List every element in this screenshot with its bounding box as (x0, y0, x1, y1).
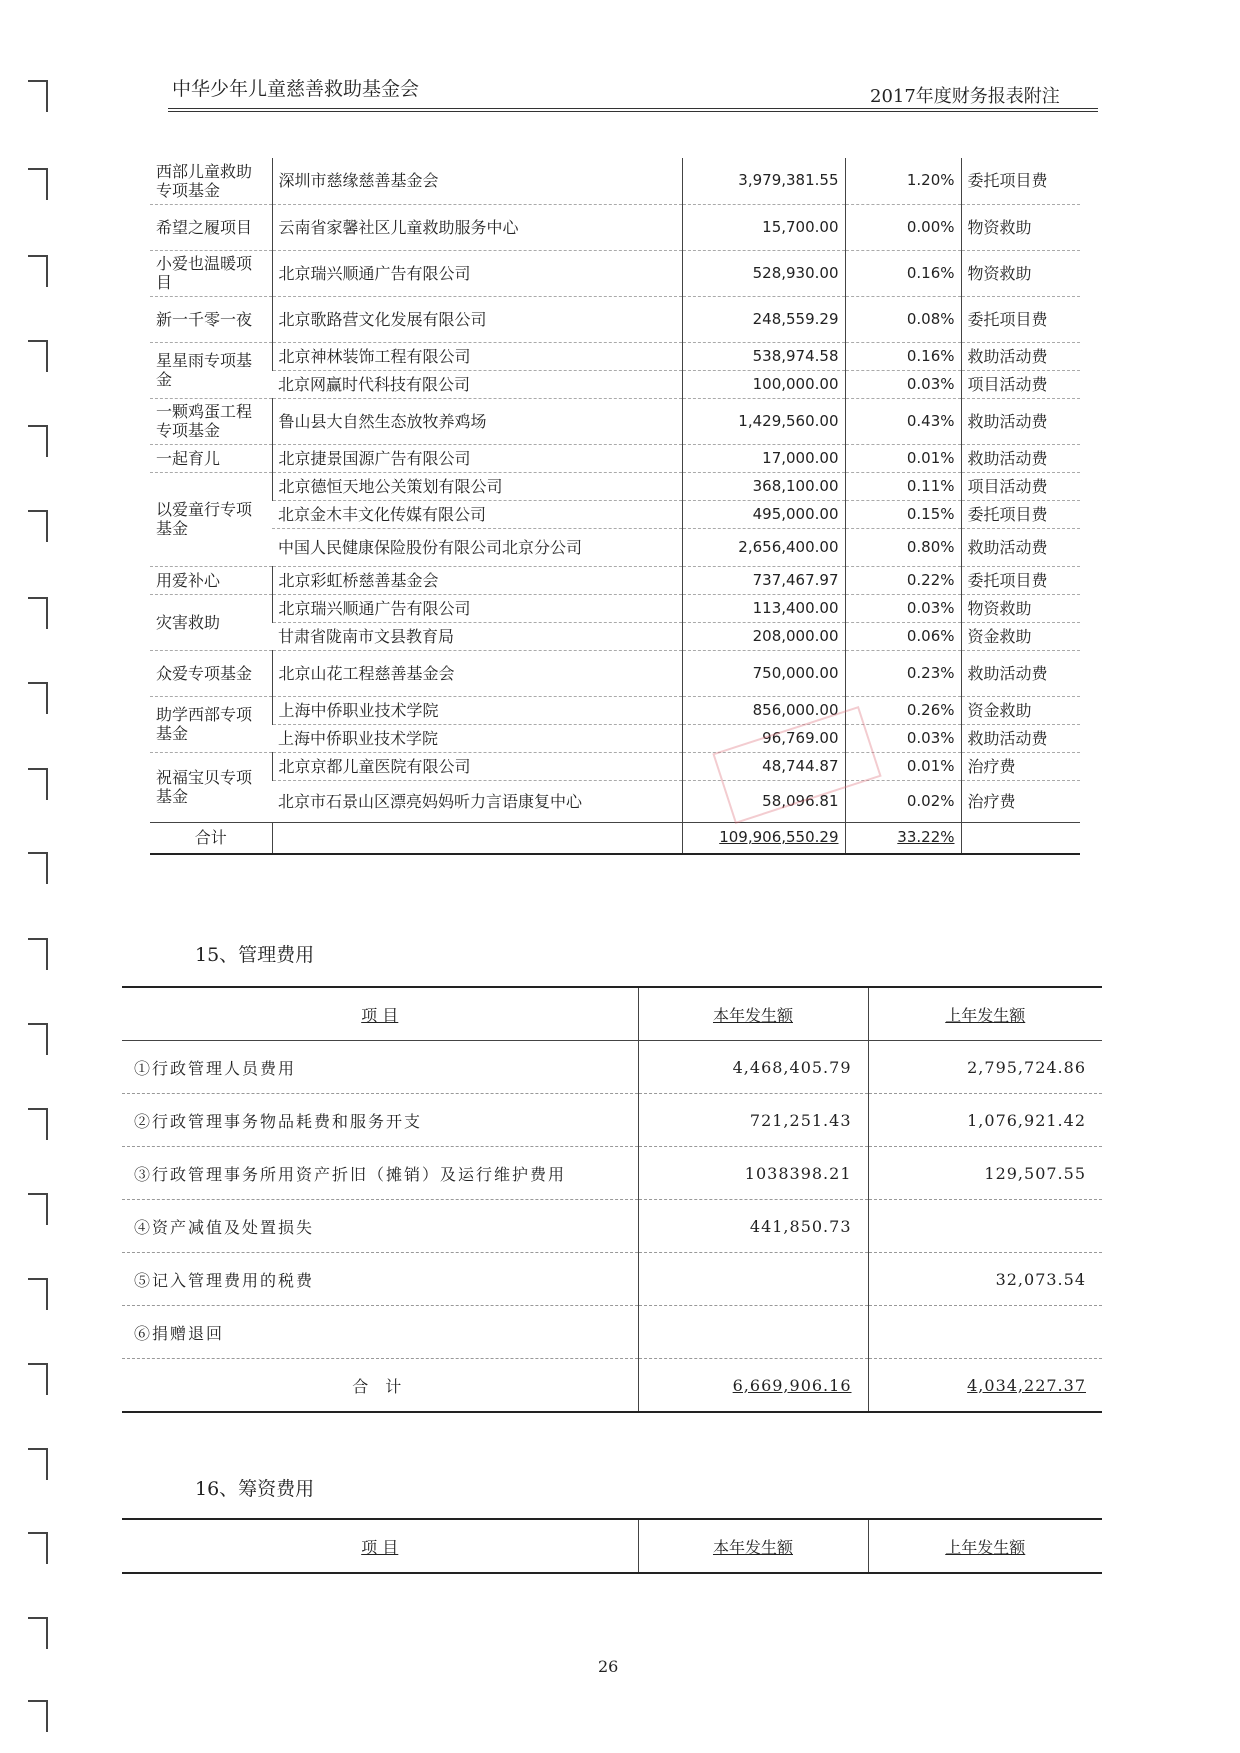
section-title-management: 15、管理费用 (195, 944, 315, 966)
type-cell: 治疗费 (961, 752, 1080, 780)
amount-cell: 248,559.29 (682, 296, 845, 342)
pct-cell: 0.15% (845, 500, 961, 528)
col-prior: 上年发生额 (945, 1537, 1026, 1557)
binding-mark (28, 1023, 48, 1055)
partner-cell: 北京京都儿童医院有限公司 (272, 752, 682, 780)
binding-mark (28, 425, 48, 457)
amount-cell: 538,974.58 (682, 342, 845, 370)
item-cell: ④资产减值及处置损失 (122, 1200, 638, 1253)
table-row (150, 780, 1080, 822)
pct-cell: 0.06% (845, 622, 961, 650)
management-fee-table (122, 986, 1102, 1413)
current-cell: 1038398.21 (638, 1147, 868, 1200)
table-row (150, 296, 1080, 342)
type-cell: 救助活动费 (961, 650, 1080, 696)
total-current: 6,669,906.16 (732, 1375, 852, 1395)
binding-mark (28, 597, 48, 629)
current-cell: 721,251.43 (638, 1094, 868, 1147)
page-number: 26 (598, 1657, 619, 1676)
amount-cell: 528,930.00 (682, 250, 845, 296)
total-label: 合 计 (122, 1359, 638, 1413)
type-cell: 项目活动费 (961, 370, 1080, 398)
prior-cell: 2,795,724.86 (868, 1041, 1102, 1094)
table-row (150, 500, 1080, 528)
project-cell: 以爱童行专项基金 (150, 472, 272, 566)
partner-cell: 鲁山县大自然生态放牧养鸡场 (272, 398, 682, 444)
table-row (150, 342, 1080, 370)
table-row (150, 650, 1080, 696)
project-cell: 新一千零一夜 (150, 296, 272, 342)
pct-cell: 0.11% (845, 472, 961, 500)
type-cell: 救助活动费 (961, 528, 1080, 566)
pct-cell: 0.08% (845, 296, 961, 342)
type-cell: 物资救助 (961, 594, 1080, 622)
amount-cell: 17,000.00 (682, 444, 845, 472)
type-cell: 委托项目费 (961, 158, 1080, 204)
partner-cell: 北京德恒天地公关策划有限公司 (272, 472, 682, 500)
table-row (150, 752, 1080, 780)
binding-mark (28, 510, 48, 542)
item-cell: ②行政管理事务物品耗费和服务开支 (122, 1094, 638, 1147)
amount-cell: 48,744.87 (682, 752, 845, 780)
type-cell: 委托项目费 (961, 296, 1080, 342)
project-cell: 助学西部专项基金 (150, 696, 272, 752)
binding-mark (28, 1532, 48, 1564)
table-row (150, 528, 1080, 566)
pct-cell: 0.03% (845, 594, 961, 622)
amount-cell: 368,100.00 (682, 472, 845, 500)
partner-cell: 北京神林装饰工程有限公司 (272, 342, 682, 370)
pct-cell: 1.20% (845, 158, 961, 204)
amount-cell: 113,400.00 (682, 594, 845, 622)
binding-mark (28, 1193, 48, 1225)
donation-table (150, 158, 1080, 855)
item-cell: ⑤记入管理费用的税费 (122, 1253, 638, 1306)
pct-cell: 0.22% (845, 566, 961, 594)
item-cell: ⑥捐赠退回 (122, 1306, 638, 1359)
type-cell: 资金救助 (961, 622, 1080, 650)
partner-cell: 上海中侨职业技术学院 (272, 696, 682, 724)
table-row (150, 398, 1080, 444)
binding-mark (28, 255, 48, 287)
total-label: 合计 (150, 822, 272, 854)
type-cell: 物资救助 (961, 204, 1080, 250)
item-cell: ①行政管理人员费用 (122, 1041, 638, 1094)
type-cell: 救助活动费 (961, 724, 1080, 752)
header-report: 2017年度财务报表附注 (870, 86, 1060, 107)
type-cell: 救助活动费 (961, 444, 1080, 472)
section-title-fundraising: 16、筹资费用 (195, 1478, 315, 1500)
current-cell (638, 1306, 868, 1359)
project-cell: 小爱也温暖项目 (150, 250, 272, 296)
partner-cell: 中国人民健康保险股份有限公司北京分公司 (272, 528, 682, 566)
pct-cell: 0.01% (845, 752, 961, 780)
current-cell: 441,850.73 (638, 1200, 868, 1253)
table-row (150, 472, 1080, 500)
amount-cell: 2,656,400.00 (682, 528, 845, 566)
type-cell: 物资救助 (961, 250, 1080, 296)
table-row (150, 724, 1080, 752)
type-cell: 治疗费 (961, 780, 1080, 822)
pct-cell: 0.23% (845, 650, 961, 696)
total-pct: 33.22% (897, 828, 955, 846)
table-row (122, 1200, 1102, 1253)
binding-mark (28, 768, 48, 800)
amount-cell: 1,429,560.00 (682, 398, 845, 444)
partner-cell: 甘肃省陇南市文县教育局 (272, 622, 682, 650)
header-org: 中华少年儿童慈善救助基金会 (172, 78, 420, 100)
type-cell: 委托项目费 (961, 566, 1080, 594)
table-row (150, 250, 1080, 296)
current-cell: 4,468,405.79 (638, 1041, 868, 1094)
partner-cell: 北京歌路营文化发展有限公司 (272, 296, 682, 342)
col-current: 本年发生额 (712, 1005, 793, 1025)
binding-mark (28, 80, 48, 112)
pct-cell: 0.43% (845, 398, 961, 444)
item-cell: ③行政管理事务所用资产折旧（摊销）及运行维护费用 (122, 1147, 638, 1200)
pct-cell: 0.26% (845, 696, 961, 724)
current-cell (638, 1253, 868, 1306)
empty-cell (272, 822, 682, 854)
table-row (150, 158, 1080, 204)
table-row (150, 594, 1080, 622)
total-amount: 109,906,550.29 (719, 828, 839, 846)
col-item: 项 目 (361, 1537, 399, 1557)
prior-cell: 1,076,921.42 (868, 1094, 1102, 1147)
table-row (122, 1253, 1102, 1306)
table-header (122, 987, 1102, 1041)
project-cell: 一起育儿 (150, 444, 272, 472)
total-prior: 4,034,227.37 (967, 1375, 1086, 1395)
table-row (122, 1094, 1102, 1147)
project-cell: 众爱专项基金 (150, 650, 272, 696)
binding-mark (28, 1363, 48, 1395)
pct-cell: 0.00% (845, 204, 961, 250)
table-row (150, 204, 1080, 250)
amount-cell: 3,979,381.55 (682, 158, 845, 204)
project-cell: 用爱补心 (150, 566, 272, 594)
type-cell: 救助活动费 (961, 398, 1080, 444)
partner-cell: 北京瑞兴顺通广告有限公司 (272, 594, 682, 622)
type-cell: 项目活动费 (961, 472, 1080, 500)
project-cell: 希望之履项目 (150, 204, 272, 250)
empty-cell (961, 822, 1080, 854)
partner-cell: 北京金木丰文化传媒有限公司 (272, 500, 682, 528)
prior-cell: 129,507.55 (868, 1147, 1102, 1200)
col-item: 项 目 (361, 1005, 399, 1025)
pct-cell: 0.16% (845, 342, 961, 370)
col-current: 本年发生额 (712, 1537, 793, 1557)
partner-cell: 云南省家馨社区儿童救助服务中心 (272, 204, 682, 250)
amount-cell: 208,000.00 (682, 622, 845, 650)
binding-mark (28, 1617, 48, 1649)
binding-mark (28, 1448, 48, 1480)
project-cell: 星星雨专项基金 (150, 342, 272, 398)
binding-mark (28, 852, 48, 884)
project-cell: 灾害救助 (150, 594, 272, 650)
table-header (122, 1519, 1102, 1573)
binding-mark (28, 682, 48, 714)
amount-cell: 15,700.00 (682, 204, 845, 250)
project-cell: 一颗鸡蛋工程专项基金 (150, 398, 272, 444)
amount-cell: 750,000.00 (682, 650, 845, 696)
total-row (122, 1359, 1102, 1413)
table-row (150, 696, 1080, 724)
table-row (150, 566, 1080, 594)
prior-cell (868, 1306, 1102, 1359)
partner-cell: 深圳市慈缘慈善基金会 (272, 158, 682, 204)
total-row (150, 822, 1080, 854)
table-row (150, 622, 1080, 650)
prior-cell: 32,073.54 (868, 1253, 1102, 1306)
type-cell: 救助活动费 (961, 342, 1080, 370)
amount-cell: 495,000.00 (682, 500, 845, 528)
project-cell: 祝福宝贝专项基金 (150, 752, 272, 822)
partner-cell: 北京市石景山区漂亮妈妈听力言语康复中心 (272, 780, 682, 822)
amount-cell: 100,000.00 (682, 370, 845, 398)
header-rule (168, 108, 1098, 109)
pct-cell: 0.03% (845, 370, 961, 398)
pct-cell: 0.03% (845, 724, 961, 752)
partner-cell: 北京捷景国源广告有限公司 (272, 444, 682, 472)
table-row (150, 444, 1080, 472)
table-row (122, 1147, 1102, 1200)
project-cell: 西部儿童救助专项基金 (150, 158, 272, 204)
binding-mark (28, 938, 48, 970)
prior-cell (868, 1200, 1102, 1253)
col-prior: 上年发生额 (945, 1005, 1026, 1025)
type-cell: 资金救助 (961, 696, 1080, 724)
binding-mark (28, 1278, 48, 1310)
pct-cell: 0.16% (845, 250, 961, 296)
binding-mark (28, 340, 48, 372)
fundraising-fee-table (122, 1518, 1102, 1574)
binding-mark (28, 168, 48, 200)
pct-cell: 0.02% (845, 780, 961, 822)
partner-cell: 上海中侨职业技术学院 (272, 724, 682, 752)
table-row (122, 1306, 1102, 1359)
partner-cell: 北京彩虹桥慈善基金会 (272, 566, 682, 594)
partner-cell: 北京瑞兴顺通广告有限公司 (272, 250, 682, 296)
partner-cell: 北京网赢时代科技有限公司 (272, 370, 682, 398)
table-row (150, 370, 1080, 398)
amount-cell: 856,000.00 (682, 696, 845, 724)
pct-cell: 0.80% (845, 528, 961, 566)
amount-cell: 58,096.81 (682, 780, 845, 822)
binding-mark (28, 1700, 48, 1732)
table-row (122, 1041, 1102, 1094)
type-cell: 委托项目费 (961, 500, 1080, 528)
binding-mark (28, 1108, 48, 1140)
amount-cell: 96,769.00 (682, 724, 845, 752)
amount-cell: 737,467.97 (682, 566, 845, 594)
partner-cell: 北京山花工程慈善基金会 (272, 650, 682, 696)
pct-cell: 0.01% (845, 444, 961, 472)
header-rule (168, 111, 1098, 112)
